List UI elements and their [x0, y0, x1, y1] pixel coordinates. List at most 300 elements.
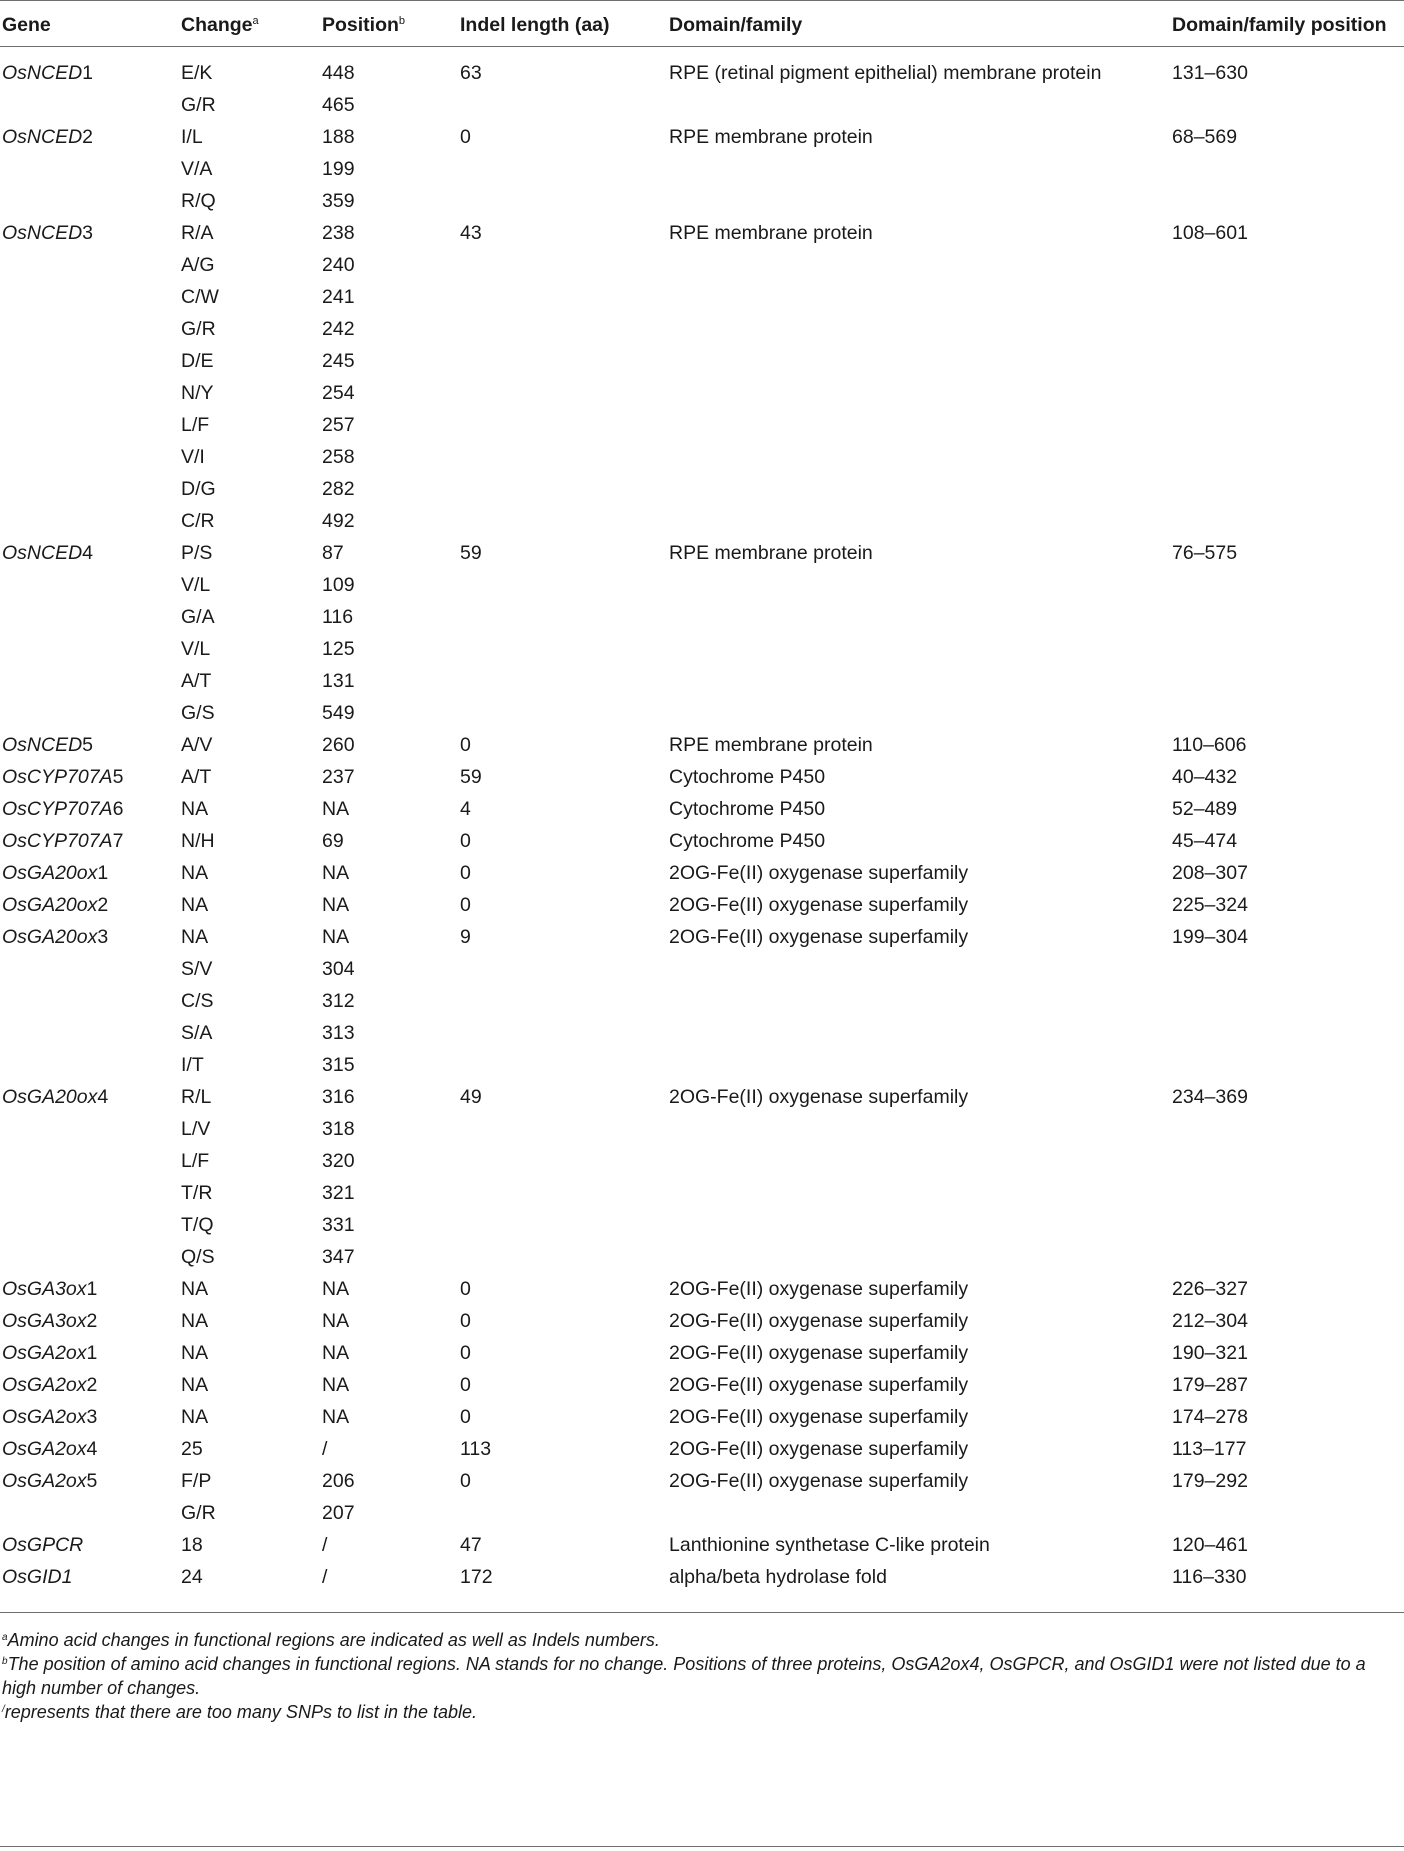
cell-gene: [0, 1145, 179, 1177]
cell-domain-family-position: [1170, 1145, 1404, 1177]
cell-indel-length: [458, 1017, 667, 1049]
cell-position: 207: [322, 1502, 355, 1524]
cell-change: 25: [181, 1438, 203, 1460]
cell-change: A/T: [181, 670, 212, 692]
cell-domain-family-position: 225–324: [1172, 894, 1248, 916]
table-row: [0, 569, 1404, 601]
header-change: Change$^a$: [181, 14, 259, 36]
cell-domain-family: 2OG-Fe(II) oxygenase superfamily: [669, 894, 969, 916]
cell-domain-family: [667, 185, 1170, 217]
cell-indel-length: [458, 281, 667, 313]
gene-name-number: 3: [82, 222, 94, 244]
cell-domain-family-position: 226–327: [1172, 1278, 1248, 1300]
cell-gene: [0, 185, 179, 217]
gene-name-italic: OsGID1: [2, 1566, 73, 1588]
cell-change: V/L: [181, 638, 211, 660]
cell-domain-family: 2OG-Fe(II) oxygenase superfamily: [669, 1310, 969, 1332]
cell-domain-family-position: [1170, 441, 1404, 473]
table-row: [0, 889, 1404, 921]
table-row: [0, 793, 1404, 825]
cell-gene: [0, 47, 179, 90]
cell-domain-family: [667, 345, 1170, 377]
table-row: [0, 345, 1404, 377]
cell-domain-family-position: [1170, 1113, 1404, 1145]
cell-position: 320: [322, 1150, 355, 1172]
cell-gene: [0, 217, 179, 249]
cell-change: G/S: [181, 702, 215, 724]
cell-domain-family: [667, 441, 1170, 473]
gene-name-italic: OsCYP707A: [2, 830, 113, 852]
cell-domain-family: RPE membrane protein: [669, 222, 873, 244]
snp-table: [0, 4, 1404, 1593]
cell-indel-length: [458, 633, 667, 665]
table-row: [0, 1177, 1404, 1209]
table-row: [0, 505, 1404, 537]
cell-indel-length: 0: [460, 1374, 471, 1396]
cell-position: NA: [322, 894, 350, 916]
cell-indel-length: 4: [460, 798, 471, 820]
cell-domain-family: RPE (retinal pigment epithelial) membrane protein: [669, 62, 1102, 84]
cell-domain-family-position: [1170, 185, 1404, 217]
gene-name-italic: OsNCED: [2, 734, 83, 756]
cell-change: NA: [181, 1342, 209, 1364]
cell-indel-length: 0: [460, 1470, 471, 1492]
gene-name-italic: OsNCED: [2, 126, 83, 148]
cell-domain-family: 2OG-Fe(II) oxygenase superfamily: [669, 1278, 969, 1300]
cell-change: A/V: [181, 734, 213, 756]
cell-domain-family: Cytochrome P450: [669, 798, 826, 820]
cell-domain-family-position: 68–569: [1172, 126, 1238, 148]
cell-indel-length: [458, 1049, 667, 1081]
cell-gene: [0, 569, 179, 601]
cell-gene: [0, 1497, 179, 1529]
cell-change: C/R: [181, 510, 215, 532]
cell-indel-length: [458, 89, 667, 121]
cell-indel-length: 0: [460, 830, 471, 852]
cell-change: 18: [181, 1534, 203, 1556]
cell-indel-length: [458, 409, 667, 441]
cell-domain-family: 2OG-Fe(II) oxygenase superfamily: [669, 1342, 969, 1364]
gene-name-number: 4: [82, 542, 94, 564]
cell-gene: [0, 1273, 179, 1305]
cell-domain-family-position: [1170, 89, 1404, 121]
cell-position: 241: [322, 286, 355, 308]
cell-position: 312: [322, 990, 355, 1012]
table-row: [0, 1241, 1404, 1273]
cell-domain-family: 2OG-Fe(II) oxygenase superfamily: [669, 1470, 969, 1492]
cell-position: 125: [322, 638, 355, 660]
cell-change: D/E: [181, 350, 214, 372]
cell-position: 206: [322, 1470, 355, 1492]
cell-gene: [0, 1049, 179, 1081]
cell-position: NA: [322, 1374, 350, 1396]
cell-indel-length: 0: [460, 1278, 471, 1300]
cell-domain-family: [667, 665, 1170, 697]
cell-indel-length: [458, 473, 667, 505]
cell-domain-family-position: 52–489: [1172, 798, 1238, 820]
table-row: [0, 1561, 1404, 1593]
table-row: [0, 441, 1404, 473]
table-row: [0, 1529, 1404, 1561]
cell-indel-length: 9: [460, 926, 471, 948]
cell-domain-family: [667, 249, 1170, 281]
header-position: Position$^b$: [322, 14, 406, 36]
cell-gene: [0, 89, 179, 121]
table-row: [0, 473, 1404, 505]
table-row: [0, 377, 1404, 409]
cell-gene: [0, 153, 179, 185]
cell-domain-family-position: [1170, 1209, 1404, 1241]
cell-domain-family-position: 174–278: [1172, 1406, 1248, 1428]
cell-position: 242: [322, 318, 355, 340]
cell-position: 448: [322, 62, 355, 84]
cell-gene: [0, 1561, 179, 1593]
table-row: [0, 1433, 1404, 1465]
gene-name-italic: OsGA20ox: [2, 894, 98, 916]
gene-name-italic: OsCYP707A: [2, 798, 113, 820]
cell-domain-family-position: [1170, 409, 1404, 441]
cell-gene: [0, 1369, 179, 1401]
cell-position: 318: [322, 1118, 355, 1140]
cell-domain-family: 2OG-Fe(II) oxygenase superfamily: [669, 1374, 969, 1396]
cell-indel-length: 0: [460, 862, 471, 884]
gene-name-number: 4: [97, 1086, 109, 1108]
cell-domain-family-position: 45–474: [1172, 830, 1238, 852]
cell-change: T/R: [181, 1182, 213, 1204]
gene-name-italic: OsNCED: [2, 62, 83, 84]
cell-gene: [0, 1433, 179, 1465]
table-row: [0, 1465, 1404, 1497]
cell-gene: [0, 633, 179, 665]
cell-change: NA: [181, 894, 209, 916]
cell-position: 258: [322, 446, 355, 468]
cell-position: NA: [322, 1342, 350, 1364]
gene-name-number: 2: [82, 126, 94, 148]
cell-indel-length: 63: [460, 62, 482, 84]
cell-change: NA: [181, 1310, 209, 1332]
cell-indel-length: [458, 249, 667, 281]
cell-indel-length: [458, 1113, 667, 1145]
cell-domain-family-position: 116–330: [1172, 1566, 1247, 1588]
cell-indel-length: 0: [460, 894, 471, 916]
cell-gene: [0, 729, 179, 761]
gene-name-italic: OsGA20ox: [2, 926, 98, 948]
table-row: [0, 857, 1404, 889]
table-bottom-rule: [0, 1612, 1404, 1613]
cell-gene: [0, 1465, 179, 1497]
cell-gene: [0, 889, 179, 921]
cell-domain-family-position: [1170, 1241, 1404, 1273]
cell-domain-family-position: [1170, 697, 1404, 729]
table-row: [0, 633, 1404, 665]
cell-position: 116: [322, 606, 354, 628]
cell-domain-family: [667, 473, 1170, 505]
cell-position: 304: [322, 958, 355, 980]
cell-position: 188: [322, 126, 355, 148]
table-row: [0, 1113, 1404, 1145]
cell-change: V/I: [181, 446, 205, 468]
header-domain-family: Domain/family: [669, 14, 803, 36]
footnote-a: $^a$Amino acid changes in functional regions are indicated as well as Indels numbers.: [2, 1630, 660, 1650]
cell-position: 240: [322, 254, 355, 276]
table-row: [0, 665, 1404, 697]
cell-gene: [0, 409, 179, 441]
cell-gene: [0, 313, 179, 345]
gene-name-italic: OsGPCR: [2, 1534, 84, 1556]
cell-indel-length: 172: [460, 1566, 493, 1588]
cell-change: C/W: [181, 286, 219, 308]
cell-domain-family-position: 120–461: [1172, 1534, 1248, 1556]
cell-domain-family: [667, 1497, 1170, 1529]
cell-gene: [0, 345, 179, 377]
cell-gene: [0, 1017, 179, 1049]
cell-position: 199: [322, 158, 355, 180]
cell-domain-family: [667, 633, 1170, 665]
gene-name-number: 3: [86, 1406, 98, 1428]
cell-domain-family: [667, 153, 1170, 185]
cell-gene: [0, 665, 179, 697]
cell-indel-length: [458, 601, 667, 633]
cell-gene: [0, 1081, 179, 1113]
gene-name-number: 1: [82, 62, 94, 84]
cell-position: 359: [322, 190, 355, 212]
cell-indel-length: [458, 569, 667, 601]
cell-position: NA: [322, 1406, 350, 1428]
cell-indel-length: 59: [460, 542, 482, 564]
cell-domain-family: RPE membrane protein: [669, 734, 873, 756]
gene-name-italic: OsGA2ox: [2, 1438, 87, 1460]
cell-domain-family-position: [1170, 1017, 1404, 1049]
table-row: [0, 313, 1404, 345]
table-row: [0, 953, 1404, 985]
cell-change: V/A: [181, 158, 213, 180]
table-row: [0, 825, 1404, 857]
cell-domain-family-position: [1170, 985, 1404, 1017]
cell-position: 260: [322, 734, 355, 756]
cell-domain-family-position: 40–432: [1172, 766, 1238, 788]
cell-domain-family-position: 190–321: [1172, 1342, 1248, 1364]
cell-gene: [0, 473, 179, 505]
cell-domain-family: [667, 697, 1170, 729]
cell-domain-family: 2OG-Fe(II) oxygenase superfamily: [669, 926, 969, 948]
cell-position: /: [322, 1438, 328, 1460]
table-row: [0, 761, 1404, 793]
cell-domain-family-position: [1170, 1049, 1404, 1081]
cell-position: NA: [322, 1310, 350, 1332]
gene-name-italic: OsGA2ox: [2, 1470, 87, 1492]
table-row: [0, 729, 1404, 761]
cell-domain-family: [667, 1145, 1170, 1177]
cell-position: 131: [322, 670, 355, 692]
cell-indel-length: 0: [460, 126, 471, 148]
cell-domain-family: [667, 1209, 1170, 1241]
cell-domain-family: RPE membrane protein: [669, 542, 873, 564]
cell-position: 313: [322, 1022, 355, 1044]
cell-indel-length: [458, 1145, 667, 1177]
cell-position: 331: [322, 1214, 355, 1236]
gene-name-italic: OsGA20ox: [2, 862, 98, 884]
gene-name-number: 4: [86, 1438, 98, 1460]
table-row: [0, 409, 1404, 441]
gene-name-number: 5: [86, 1470, 98, 1492]
table-row: [0, 1337, 1404, 1369]
cell-gene: [0, 697, 179, 729]
cell-gene: [0, 505, 179, 537]
cell-gene: [0, 441, 179, 473]
cell-indel-length: [458, 313, 667, 345]
cell-domain-family-position: [1170, 153, 1404, 185]
cell-domain-family: [667, 505, 1170, 537]
cell-domain-family-position: [1170, 633, 1404, 665]
table-row: [0, 1049, 1404, 1081]
cell-gene: [0, 921, 179, 953]
cell-position: 282: [322, 478, 355, 500]
cell-change: N/Y: [181, 382, 214, 404]
cell-domain-family: [667, 601, 1170, 633]
cell-gene: [0, 1113, 179, 1145]
cell-gene: [0, 761, 179, 793]
cell-indel-length: 0: [460, 1310, 471, 1332]
cell-domain-family-position: 110–606: [1172, 734, 1247, 756]
table-row: [0, 217, 1404, 249]
page-bottom-rule: [0, 1846, 1404, 1847]
cell-change: C/S: [181, 990, 214, 1012]
cell-change: Q/S: [181, 1246, 215, 1268]
cell-gene: [0, 249, 179, 281]
table-row: [0, 47, 1404, 90]
cell-change: NA: [181, 1278, 209, 1300]
cell-domain-family-position: [1170, 1497, 1404, 1529]
table-row: [0, 537, 1404, 569]
cell-gene: [0, 857, 179, 889]
cell-indel-length: [458, 345, 667, 377]
table-row: [0, 153, 1404, 185]
cell-position: 238: [322, 222, 355, 244]
table-row: [0, 1369, 1404, 1401]
table-row: [0, 985, 1404, 1017]
cell-indel-length: [458, 441, 667, 473]
cell-gene: [0, 1337, 179, 1369]
gene-name-number: 1: [86, 1342, 98, 1364]
gene-name-number: 2: [86, 1310, 98, 1332]
cell-indel-length: 0: [460, 734, 471, 756]
table-row: [0, 121, 1404, 153]
cell-domain-family-position: [1170, 345, 1404, 377]
table-row: [0, 89, 1404, 121]
cell-domain-family-position: [1170, 665, 1404, 697]
cell-gene: [0, 953, 179, 985]
table-footnotes: [2, 1628, 1402, 1724]
cell-domain-family: [667, 1177, 1170, 1209]
cell-domain-family: alpha/beta hydrolase fold: [669, 1566, 887, 1588]
cell-gene: [0, 601, 179, 633]
cell-change: I/L: [181, 126, 203, 148]
cell-change: T/Q: [181, 1214, 214, 1236]
cell-gene: [0, 377, 179, 409]
cell-domain-family: [667, 1113, 1170, 1145]
cell-change: NA: [181, 1406, 209, 1428]
cell-change: NA: [181, 862, 209, 884]
cell-change: A/T: [181, 766, 212, 788]
cell-position: 254: [322, 382, 355, 404]
table-row: [0, 1401, 1404, 1433]
cell-indel-length: [458, 1241, 667, 1273]
cell-gene: [0, 1209, 179, 1241]
cell-domain-family: [667, 1017, 1170, 1049]
cell-indel-length: 43: [460, 222, 482, 244]
table-row: [0, 601, 1404, 633]
table-row: [0, 1209, 1404, 1241]
cell-indel-length: [458, 185, 667, 217]
cell-domain-family-position: 234–369: [1172, 1086, 1248, 1108]
cell-change: N/H: [181, 830, 215, 852]
cell-indel-length: [458, 665, 667, 697]
cell-change: NA: [181, 926, 209, 948]
cell-change: R/A: [181, 222, 214, 244]
cell-domain-family: RPE membrane protein: [669, 126, 873, 148]
header-domain-family-position: Domain/family position: [1172, 14, 1387, 36]
cell-indel-length: [458, 153, 667, 185]
gene-name-italic: OsGA2ox: [2, 1374, 87, 1396]
gene-name-italic: OsNCED: [2, 222, 83, 244]
table-row: [0, 1081, 1404, 1113]
table-row: [0, 1273, 1404, 1305]
cell-change: G/R: [181, 1502, 216, 1524]
cell-domain-family: Cytochrome P450: [669, 830, 826, 852]
cell-indel-length: 0: [460, 1406, 471, 1428]
cell-domain-family: 2OG-Fe(II) oxygenase superfamily: [669, 1438, 969, 1460]
cell-domain-family-position: 113–177: [1172, 1438, 1247, 1460]
cell-position: 316: [322, 1086, 355, 1108]
cell-change: G/R: [181, 318, 216, 340]
cell-indel-length: [458, 1177, 667, 1209]
cell-change: G/R: [181, 94, 216, 116]
cell-change: D/G: [181, 478, 216, 500]
cell-position: NA: [322, 926, 350, 948]
gene-name-italic: OsGA3ox: [2, 1310, 87, 1332]
cell-position: NA: [322, 862, 350, 884]
cell-position: 109: [322, 574, 355, 596]
cell-domain-family-position: 179–292: [1172, 1470, 1248, 1492]
gene-name-number: 5: [112, 766, 124, 788]
table-row: [0, 249, 1404, 281]
cell-change: L/F: [181, 414, 210, 436]
gene-name-number: 6: [112, 798, 124, 820]
cell-domain-family-position: [1170, 505, 1404, 537]
cell-domain-family: [667, 985, 1170, 1017]
gene-name-number: 7: [112, 830, 124, 852]
cell-domain-family: [667, 1241, 1170, 1273]
cell-change: R/Q: [181, 190, 216, 212]
cell-position: 245: [322, 350, 355, 372]
cell-change: S/A: [181, 1022, 213, 1044]
cell-change: NA: [181, 798, 209, 820]
cell-indel-length: [458, 953, 667, 985]
cell-domain-family-position: 212–304: [1172, 1310, 1248, 1332]
cell-domain-family-position: [1170, 281, 1404, 313]
cell-gene: [0, 1241, 179, 1273]
cell-domain-family: [667, 313, 1170, 345]
cell-change: 24: [181, 1566, 203, 1588]
cell-position: 69: [322, 830, 344, 852]
cell-domain-family-position: [1170, 313, 1404, 345]
cell-position: NA: [322, 1278, 350, 1300]
cell-domain-family-position: 108–601: [1172, 222, 1248, 244]
cell-change: R/L: [181, 1086, 212, 1108]
cell-indel-length: 47: [460, 1534, 482, 1556]
gene-name-number: 1: [86, 1278, 98, 1300]
gene-name-italic: OsCYP707A: [2, 766, 113, 788]
